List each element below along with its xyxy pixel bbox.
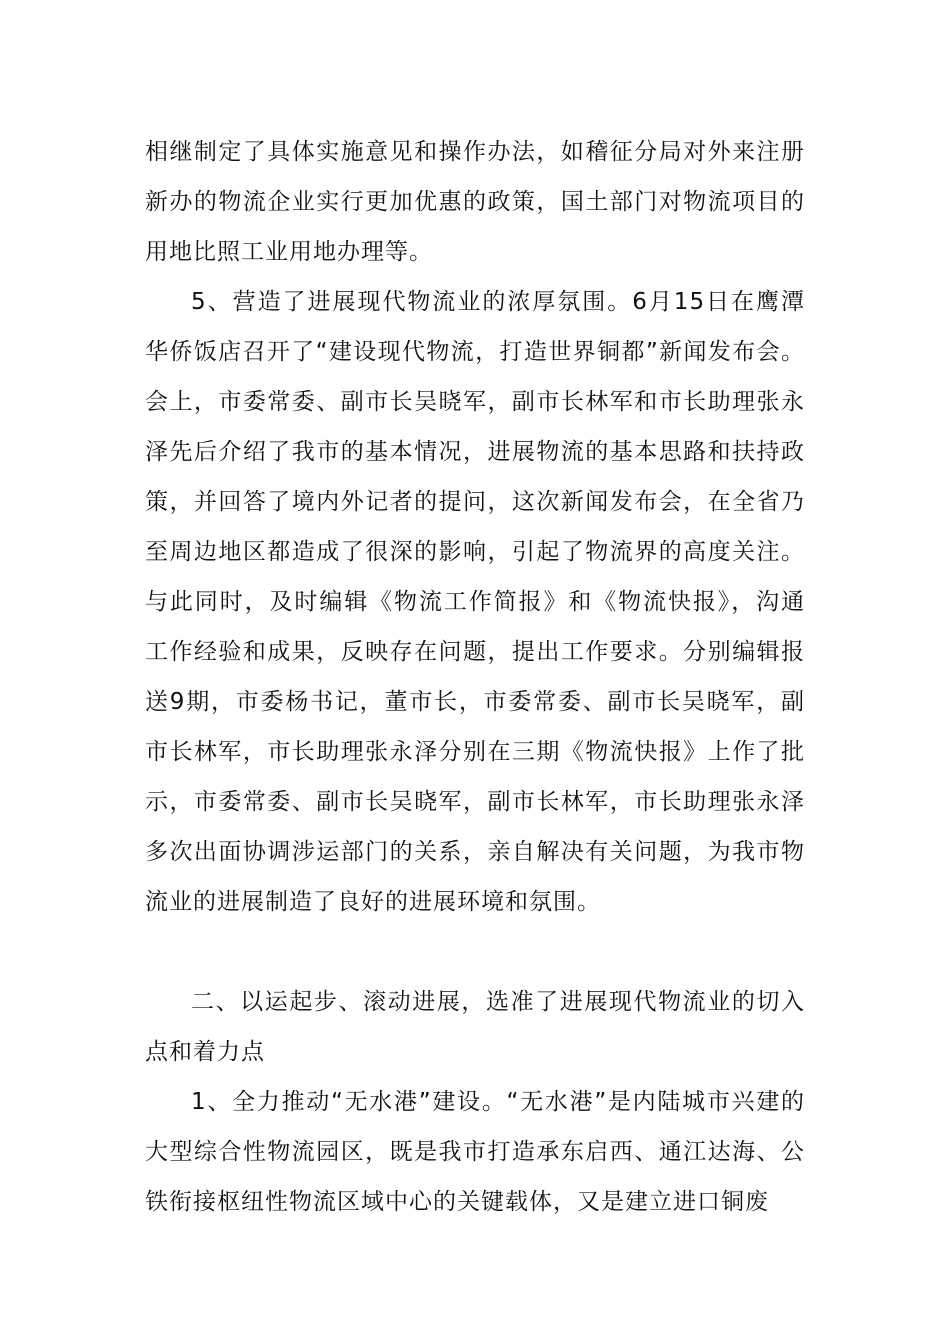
section-heading-2: 二、以运起步、滚动进展，选准了进展现代物流业的切入点和着力点 <box>145 989 805 1065</box>
paragraph-item-5: 5、营造了进展现代物流业的浓厚氛围。6月15日在鹰潭华侨饭店召开了“建设现代物流，打造世界铜都”新闻发布会。会上，市委常委、副市长吴晓军，副市长林军和市长助理张永泽先后介绍了我市的基本情况，进展物流的基本思路和扶持政策，并回答了境内外记者的提问，这次新闻发布会，在全省乃至周边地区都造成了很深的影响，引起了物流界的高度关注。与此同时，及时编辑《物流工作简报》和《物流快报》，沟通工作经验和成果，反映存在问题，提出工作要求。分别编辑报送9期，市委杨书记，董市长，市委常委、副市长吴晓军，副市长林军，市长助理张永泽分别在三期《物流快报》上作了批示，市委常委、副市长吴晓军，副市长林军，市长助理张永泽多次出面协调涉运部门的关系，亲自解决有关问题，为我市物流业的进展制造了良好的进展环境和氛围。 <box>145 289 805 915</box>
paragraph-spacer <box>145 927 805 977</box>
document-body <box>145 127 805 1227</box>
paragraph-item-1: 1、全力推动“无水港”建设。“无水港”是内陆城市兴建的大型综合性物流园区，既是我市打造承东启西、通江达海、公铁衔接枢纽性物流区域中心的关键载体，又是建立进口铜废 <box>145 1089 805 1215</box>
paragraph-continuation: 相继制定了具体实施意见和操作办法，如稽征分局对外来注册新办的物流企业实行更加优惠的政策，国土部门对物流项目的用地比照工业用地办理等。 <box>145 139 805 265</box>
